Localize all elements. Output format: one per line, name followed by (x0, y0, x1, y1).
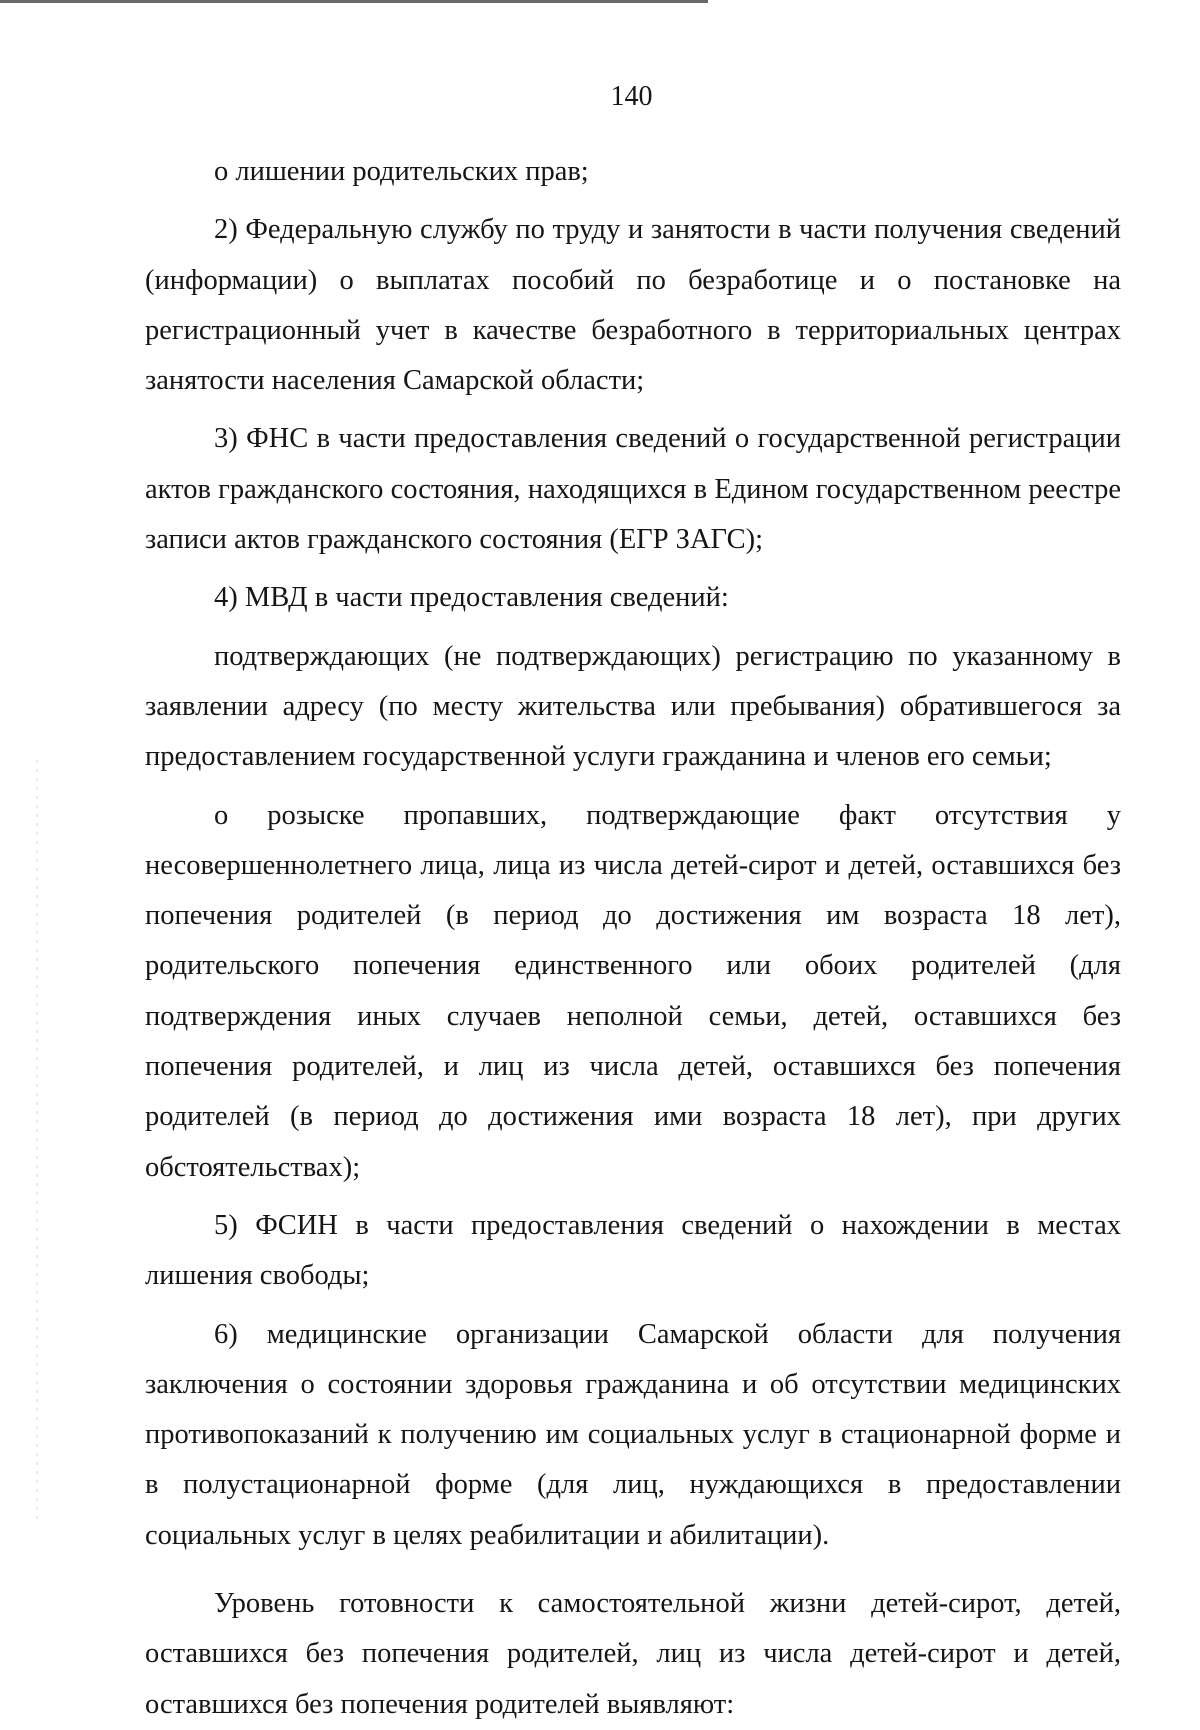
paragraph-continuation: о лишении родительских прав; (214, 156, 589, 187)
paragraph-item-5: 5) ФСИН в части предоставления сведений о нахождении в местах лишения свободы; (145, 1209, 1121, 1292)
paragraph-item-4-search: о розыске пропавших, подтверждающие факт отсутствия у несовершеннолетнего лица, лица из числа детей-сирот и детей, оставшихся без попечения родителей (в период до достижения им возраста 18 лет), родительского попечения единственного или обоих родителей (для подтверждения иных случаев неполной семьи, детей, оставшихся без попечения родителей, и лиц из числа детей, оставшихся без попечения родителей (в период до достижения ими возраста 18 лет), при других обстоятельствах); (145, 799, 1121, 1183)
document-body (145, 147, 1121, 1730)
paragraph-item-4-registration: подтверждающих (не подтверждающих) регистрацию по указанному в заявлении адресу (по месту жительства или пребывания) обратившегося за предоставлением государственной услуги гражданина и членов его семьи; (145, 640, 1121, 773)
scan-edge-artifact (36, 760, 38, 1520)
top-border-line (0, 0, 708, 3)
paragraph-item-4: 4) МВД в части предоставления сведений: (214, 582, 729, 614)
paragraph-item-3: 3) ФНС в части предоставления сведений о государственной регистрации актов гражданского состояния, находящихся в Едином государственном реестре записи актов гражданского состояния (ЕГР ЗАГС); (145, 423, 1121, 556)
paragraph-item-2: 2) Федеральную службу по труду и занятости в части получения сведений (информации) о выплатах пособий по безработице и о постановке на регистрационный учет в качестве безработного в территориальных центрах занятости населения Самарской области; (145, 214, 1121, 397)
paragraph-readiness-level: Уровень готовности к самостоятельной жизни детей-сирот, детей, оставшихся без попечения родителей, лиц из числа детей-сирот и детей, оставшихся без попечения родителей выявляют: (145, 1588, 1121, 1720)
paragraph-item-6: 6) медицинские организации Самарской области для получения заключения о состоянии здоровья гражданина и об отсутствии медицинских противопоказаний к получению им социальных услуг в стационарной форме и в полустационарной форме (для лиц, нуждающихся в предоставлении социальных услуг в целях реабилитации и абилитации). (145, 1318, 1121, 1551)
page-number: 140 (610, 81, 653, 112)
